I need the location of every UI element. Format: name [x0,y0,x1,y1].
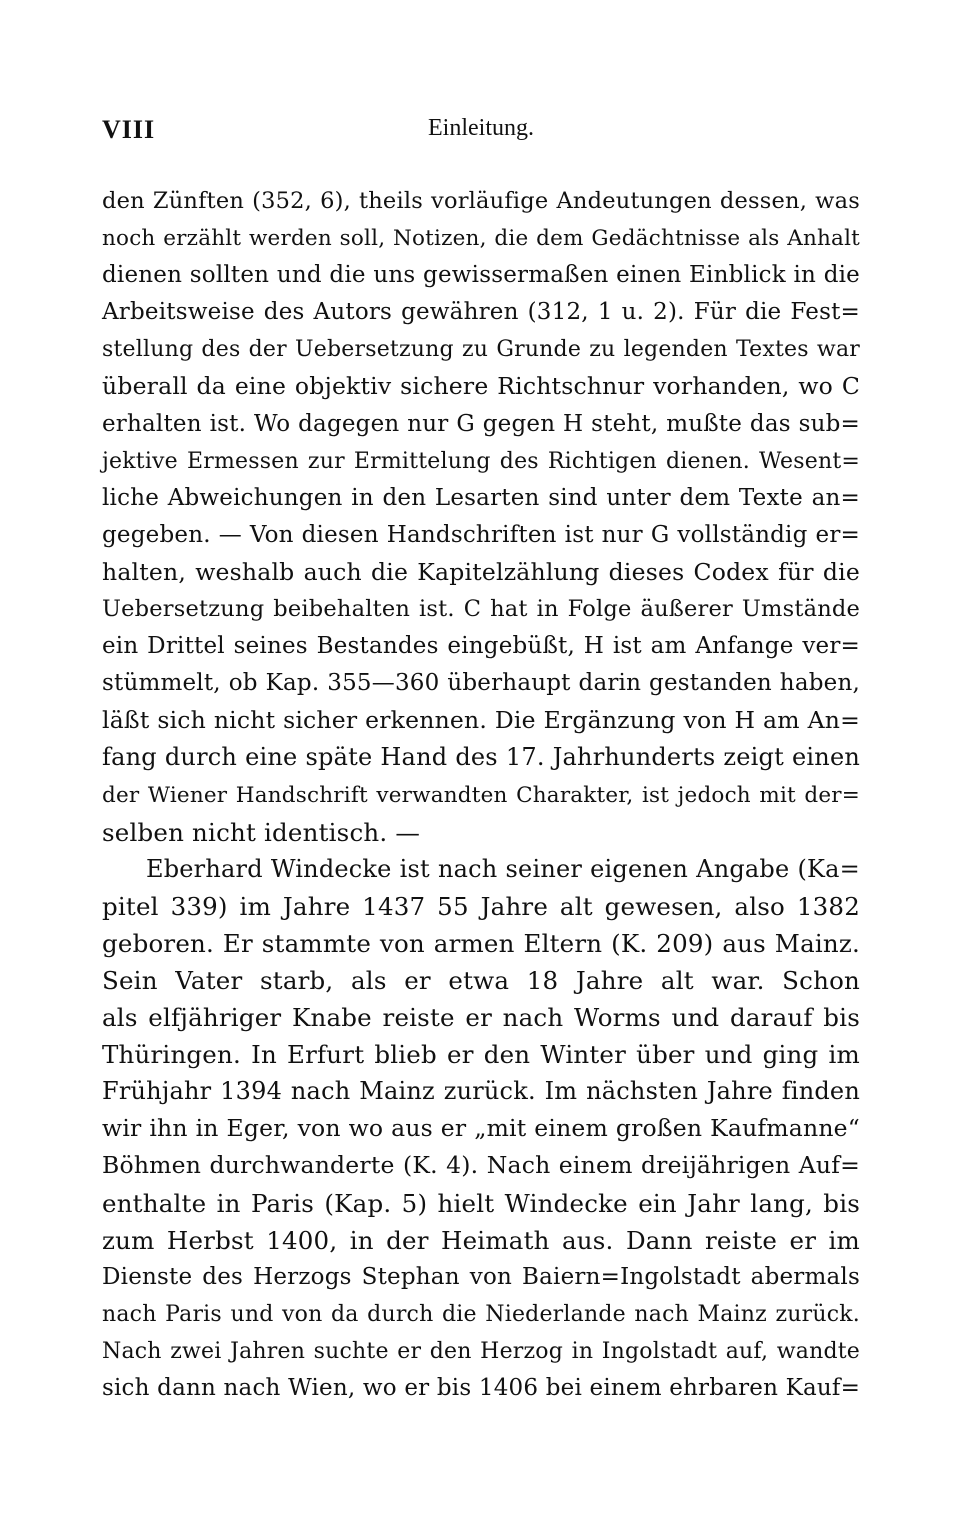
text-line: Uebersetzung beibehalten ist. C hat in Folge äußerer Umstände [102,596,860,623]
text-line: enthalte in Paris (Kap. 5) hielt Windecke ein Jahr lang, bis [102,1188,860,1218]
text-line: überall da eine objektiv sichere Richtschnur vorhanden, wo C [102,372,860,401]
text-line: Dienste des Herzogs Stephan von Baiern=Ingolstadt abermals [102,1263,860,1290]
text-line: sich dann nach Wien, wo er bis 1406 bei einem ehrbaren Kauf= [102,1375,861,1401]
paragraph-start-line: Eberhard Windecke ist nach seiner eigenen Angabe (Ka= [146,854,860,883]
text-line: fang durch eine späte Hand des 17. Jahrhunderts zeigt einen [102,743,860,772]
book-page [102,115,860,1407]
text-line: halten, weshalb auch die Kapitelzählung dieses Codex für die [102,557,860,586]
text-line: Frühjahr 1394 nach Mainz zurück. Im nächsten Jahre finden [102,1077,860,1106]
text-line: als elfjähriger Knabe reiste er nach Worms und darauf bis [102,1003,860,1033]
text-line: Sein Vater starb, als er etwa 18 Jahre alt war. Schon [102,965,860,995]
text-line: noch erzählt werden soll, Notizen, die dem Gedächtnisse als Anhalt [102,226,860,252]
text-line: stümmelt, ob Kap. 355—360 überhaupt darin gestanden haben, [102,670,860,697]
text-line: jektive Ermessen zur Ermittelung des Richtigen dienen. Wesent= [102,448,860,474]
text-line: gegeben. — Von diesen Handschriften ist nur G vollständig er= [102,521,860,548]
text-line: den Zünften (352, 6), theils vorläufige Andeutungen dessen, was [102,188,860,214]
text-line: erhalten ist. Wo dagegen nur G gegen H steht, mußte das sub= [102,410,860,437]
text-line: der Wiener Handschrift verwandten Charakter, ist jedoch mit der= [102,782,860,808]
running-title: Einleitung. [428,115,534,141]
body-text [102,183,860,1407]
page-number: VIII [102,115,156,144]
text-line: wir ihn in Eger, von wo aus er „mit einem großen Kaufmanne“ [102,1114,860,1143]
text-line: stellung des der Uebersetzung zu Grunde zu legenden Textes war [102,337,860,363]
text-line: geboren. Er stammte von armen Eltern (K. 209) aus Mainz. [102,928,860,958]
text-line: zum Herbst 1400, in der Heimath aus. Dann reiste er im [102,1225,860,1255]
text-line: Thüringen. In Erfurt blieb er den Winter über und ging im [102,1040,860,1070]
text-line: ein Drittel seines Bestandes eingebüßt, H ist am Anfange ver= [102,633,860,660]
text-line: Arbeitsweise des Autors gewähren (312, 1 u. 2). Für die Fest= [102,299,860,326]
text-line: dienen sollten und die uns gewissermaßen einen Einblick in die [102,262,860,289]
text-line: Nach zwei Jahren suchte er den Herzog in Ingolstadt auf, wandte [102,1338,860,1364]
text-line: nach Paris und von da durch die Niederlande nach Mainz zurück. [102,1301,860,1327]
text-line: liche Abweichungen in den Lesarten sind unter dem Texte an= [102,484,860,511]
text-line: pitel 339) im Jahre 1437 55 Jahre alt gewesen, also 1382 [102,891,860,921]
paragraph-end-line: selben nicht identisch. — [102,817,421,847]
running-header [102,115,860,155]
text-line: läßt sich nicht sicher erkennen. Die Ergänzung von H am An= [102,706,860,735]
text-line: Böhmen durchwanderte (K. 4). Nach einem dreijährigen Auf= [102,1151,860,1180]
